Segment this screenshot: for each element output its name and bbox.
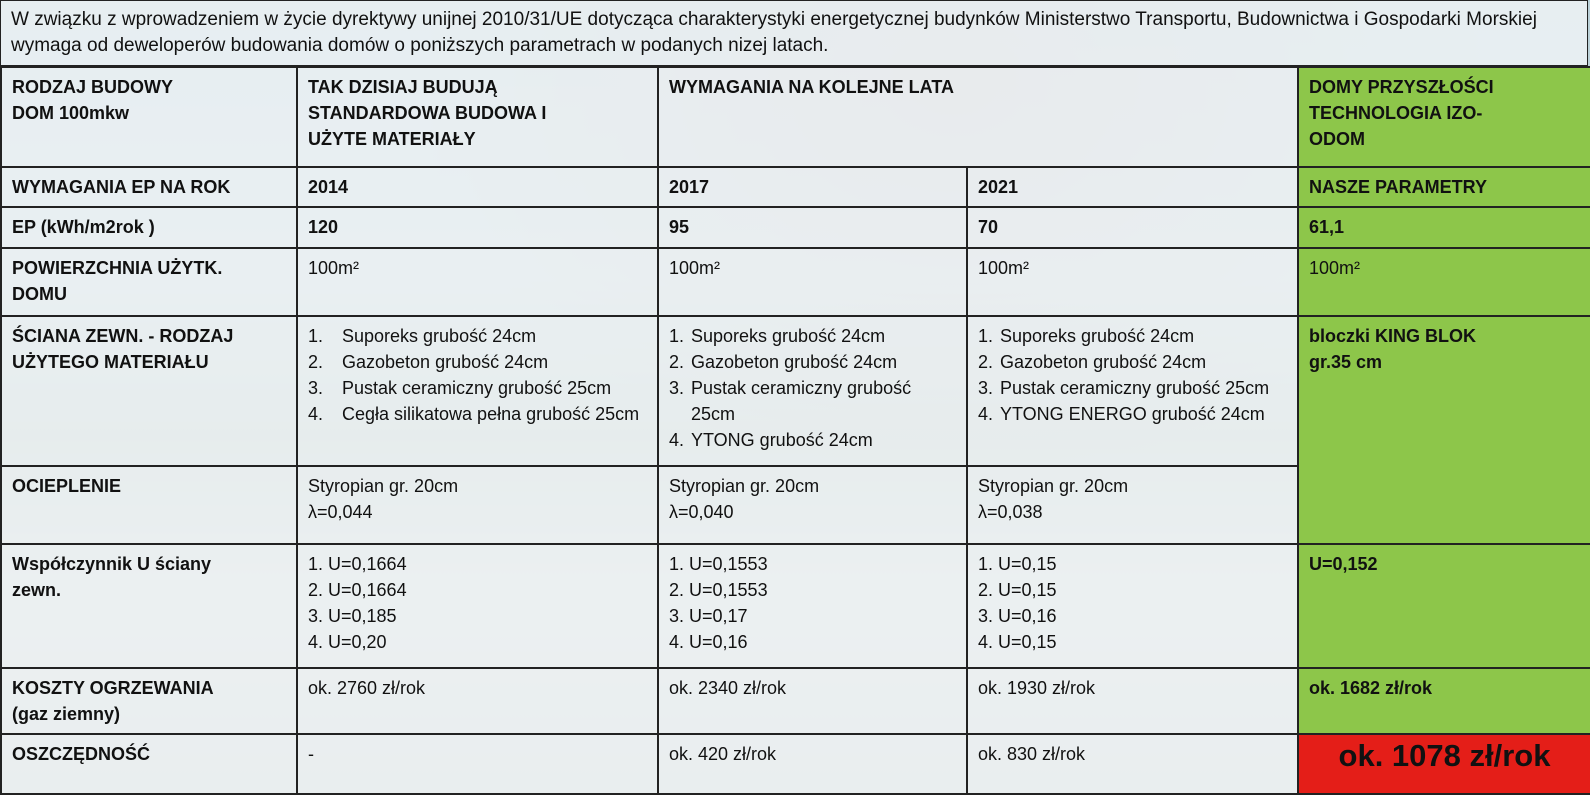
savings-highlight: ok. 1078 zł/rok [1298, 734, 1590, 794]
cell: ok. 1682 zł/rok [1298, 668, 1590, 734]
list-item: 4. YTONG grubość 24cm [669, 430, 873, 450]
row-label: WYMAGANIA EP NA ROK [1, 167, 297, 207]
header-building-type: RODZAJ BUDOWY DOM 100mkw [1, 67, 297, 167]
table-row [1, 544, 1590, 668]
list-item: 3. Pustak ceramiczny grubość 25cm [308, 378, 612, 398]
cell: 1. U=0,1553 2. U=0,1553 3. U=0,17 4. U=0,16 [658, 544, 967, 668]
table-row [1, 167, 1590, 207]
cell: 95 [658, 207, 967, 248]
cell: bloczki KING BLOK gr.35 cm [1298, 316, 1590, 544]
material-list [669, 323, 956, 453]
header-future-homes: DOMY PRZYSZŁOŚCI TECHNOLOGIA IZO- ODOM [1298, 67, 1590, 167]
header-requirements: WYMAGANIA NA KOLEJNE LATA [658, 67, 1298, 167]
cell: 120 [297, 207, 658, 248]
row-label: OCIEPLENIE [1, 466, 297, 544]
comparison-table [0, 66, 1590, 795]
cell: 100m² [967, 248, 1298, 316]
table-row [1, 668, 1590, 734]
table-row [1, 67, 1590, 167]
row-label: KOSZTY OGRZEWANIA (gaz ziemny) [1, 668, 297, 734]
table-row [1, 207, 1590, 248]
table-row [1, 316, 1590, 466]
cell: 70 [967, 207, 1298, 248]
list-item: 2. Gazobeton grubość 24cm [669, 352, 898, 372]
table-row [1, 734, 1590, 794]
row-label: EP (kWh/m2rok ) [1, 207, 297, 248]
material-list [978, 323, 1287, 427]
row-label: ŚCIANA ZEWN. - RODZAJ UŻYTEGO MATERIAŁU [1, 316, 297, 466]
cell: 2017 [658, 167, 967, 207]
cell: U=0,152 [1298, 544, 1590, 668]
cell: 100m² [1298, 248, 1590, 316]
cell: ok. 1930 zł/rok [967, 668, 1298, 734]
cell: Styropian gr. 20cm λ=0,040 [658, 466, 967, 544]
list-item: 1. Suporeks grubość 24cm [978, 326, 1195, 346]
list-item: 4. Cegła silikatowa pełna grubość 25cm [308, 404, 640, 424]
list-item: 1. Suporeks grubość 24cm [308, 326, 537, 346]
cell: ok. 2760 zł/rok [297, 668, 658, 734]
cell: ok. 830 zł/rok [967, 734, 1298, 794]
cell: ok. 420 zł/rok [658, 734, 967, 794]
cell: 1. U=0,1664 2. U=0,1664 3. U=0,185 4. U=0,20 [297, 544, 658, 668]
list-item: 2. Gazobeton grubość 24cm [978, 352, 1207, 372]
list-item: 1. Suporeks grubość 24cm [669, 326, 886, 346]
list-item: 3. Pustak ceramiczny grubość 25cm [978, 378, 1270, 398]
cell: Styropian gr. 20cm λ=0,038 [967, 466, 1298, 544]
cell: 61,1 [1298, 207, 1590, 248]
list-item: 4. YTONG ENERGO grubość 24cm [978, 404, 1265, 424]
header-standard: TAK DZISIAJ BUDUJĄ STANDARDOWA BUDOWA I UŻYTE MATERIAŁY [297, 67, 658, 167]
row-label: OSZCZĘDNOŚĆ [1, 734, 297, 794]
list-item: 3. Pustak ceramiczny grubość 25cm [669, 378, 912, 424]
intro-text: W związku z wprowadzeniem w życie dyrektywy unijnej 2010/31/UE dotycząca charakterystyki energetycznej budynków Ministerstwo Transportu, Budownictwa i Gospodarki Morskiej wymaga od deweloperów budowania domów o poniższych parametrach w podanych nizej latach. [0, 0, 1588, 66]
cell: - [297, 734, 658, 794]
cell: Styropian gr. 20cm λ=0,044 [297, 466, 658, 544]
cell [297, 316, 658, 466]
cell: 2021 [967, 167, 1298, 207]
list-item: 2. Gazobeton grubość 24cm [308, 352, 549, 372]
cell: 2014 [297, 167, 658, 207]
cell: 100m² [658, 248, 967, 316]
row-label: Współczynnik U ściany zewn. [1, 544, 297, 668]
table-row [1, 248, 1590, 316]
cell [967, 316, 1298, 466]
cell: ok. 2340 zł/rok [658, 668, 967, 734]
cell: 100m² [297, 248, 658, 316]
material-list [308, 323, 647, 427]
cell: NASZE PARAMETRY [1298, 167, 1590, 207]
row-label: POWIERZCHNIA UŻYTK. DOMU [1, 248, 297, 316]
cell: 1. U=0,15 2. U=0,15 3. U=0,16 4. U=0,15 [967, 544, 1298, 668]
cell [658, 316, 967, 466]
